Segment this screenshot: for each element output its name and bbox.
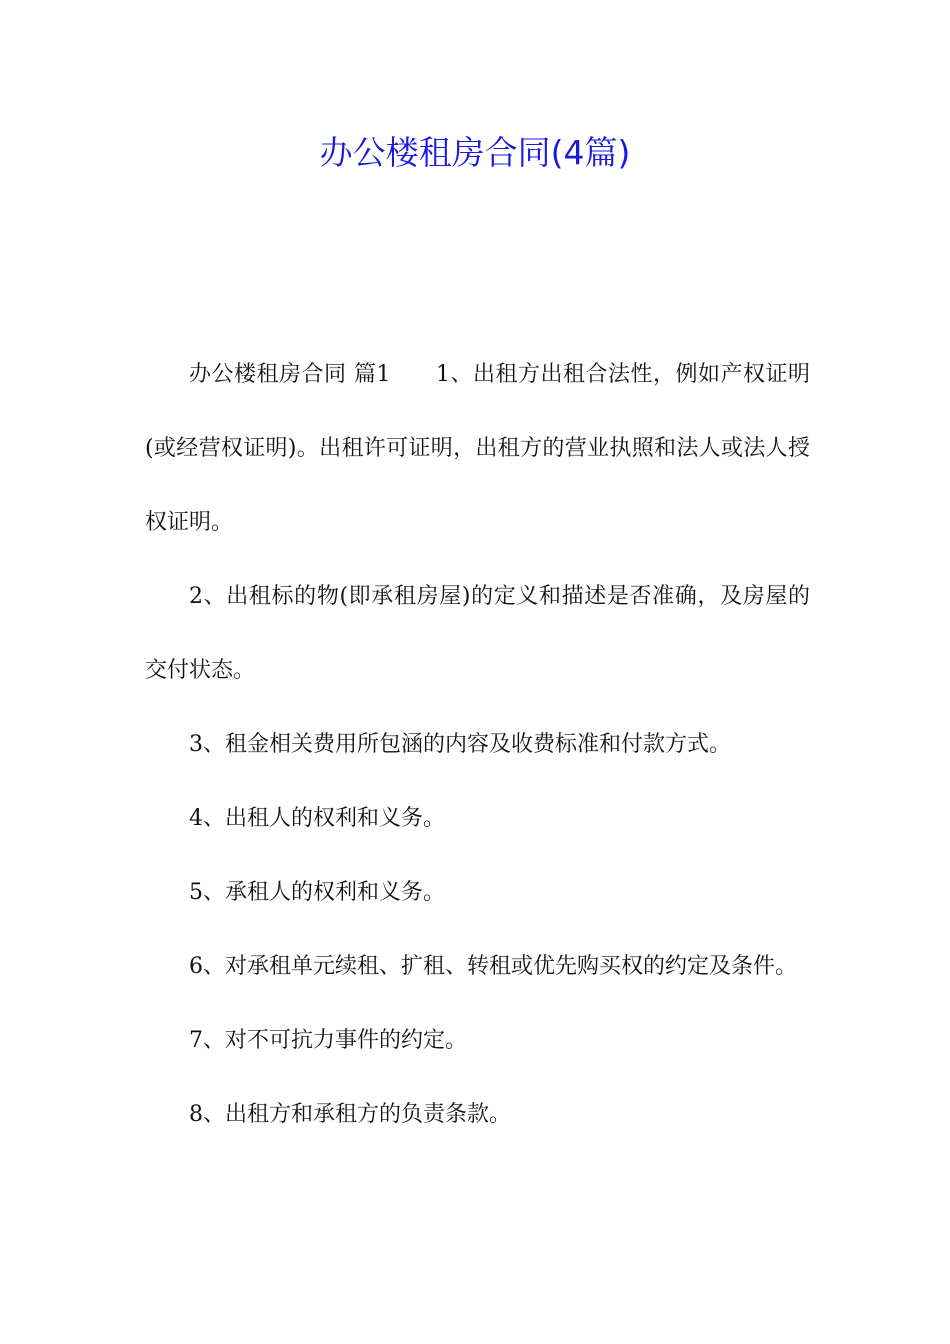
paragraph-1: 办公楼租房合同 篇1 1、出租方出租合法性，例如产权证明(或经营权证明)。出租许可证明，出租方的营业执照和法人或法人授权证明。 <box>145 362 810 535</box>
paragraph-8: 8、出租方和承租方的负责条款。 <box>189 1102 511 1127</box>
paragraph-6: 6、对承租单元续租、扩租、转租或优先购买权的约定及条件。 <box>189 954 797 979</box>
paragraph-4: 4、出租人的权利和义务。 <box>189 806 445 831</box>
paragraph-5: 5、承租人的权利和义务。 <box>189 880 445 905</box>
paragraph-7: 7、对不可抗力事件的约定。 <box>189 1028 467 1053</box>
document-title: 办公楼租房合同(4篇) <box>319 133 631 172</box>
paragraph-2: 2、出租标的物(即承租房屋)的定义和描述是否准确，及房屋的交付状态。 <box>145 584 810 683</box>
document-body <box>145 338 810 1152</box>
paragraph-3: 3、租金相关费用所包涵的内容及收费标准和付款方式。 <box>189 732 731 757</box>
